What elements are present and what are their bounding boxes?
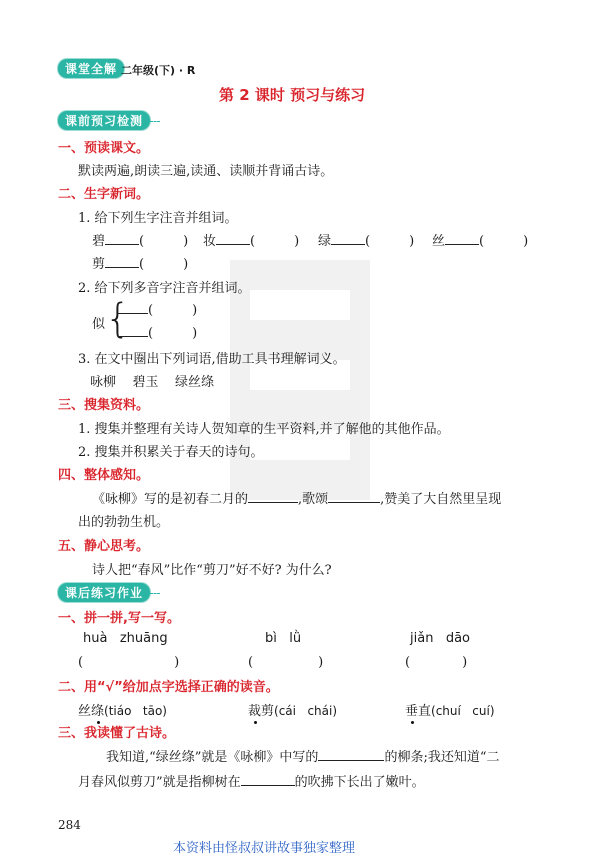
heading-part: ”给加点字选择正确的读音。 [114, 680, 279, 695]
heading-choose [58, 676, 279, 695]
overall-text: 《咏柳》写的是初春二月的 [92, 492, 249, 507]
overall-line-1 [92, 488, 501, 507]
answer-blank[interactable] [328, 490, 380, 503]
overall-line-2: 出的勃勃生机。 [78, 515, 170, 530]
char-label: 妆 [203, 234, 217, 249]
page-number: 284 [58, 818, 81, 832]
understand-text: 的吹拂下长出了嫩叶。 [294, 775, 425, 790]
pinyin-prompt: jiǎn dāo [410, 631, 470, 646]
grade-label: 二年级(下) · R [121, 64, 196, 77]
pinyin-blank[interactable] [118, 301, 148, 314]
char-label: 碧 [92, 234, 106, 249]
understand-text: 的柳条;我还知道“二 [384, 750, 500, 765]
choose-item [78, 700, 167, 719]
brace-icon: { [105, 296, 131, 342]
preview-section-badge: 课前预习检测 [58, 111, 150, 130]
word-paren[interactable]: ( ) [250, 234, 300, 249]
choose-text: 丝 [78, 704, 92, 719]
word-paren[interactable]: ( ) [148, 326, 198, 341]
char-label: 丝 [432, 234, 446, 249]
char-item [203, 230, 299, 249]
practice-section-badge: 课后练习作业 [58, 583, 150, 602]
choose-text: 直 [418, 704, 432, 719]
heading-overall: 四、整体感知。 [58, 468, 150, 483]
understand-line-2 [78, 771, 425, 790]
understand-line-1 [106, 746, 499, 765]
heading-preview-read: 一、预读课文。 [58, 141, 150, 156]
think-question: 诗人把“春风”比作“剪刀”好不好? 为什么? [92, 563, 332, 578]
char-item [432, 230, 528, 249]
heading-spell: 一、拼一拼,写一写。 [58, 611, 180, 626]
word-paren[interactable]: ( ) [365, 234, 415, 249]
word-paren[interactable]: ( ) [148, 303, 198, 318]
answer-paren[interactable]: ( ) [405, 655, 468, 670]
word-paren[interactable]: ( ) [139, 257, 189, 272]
pinyin-blank[interactable] [118, 324, 148, 337]
char-item [318, 230, 414, 249]
reading-options[interactable]: (cái chái) [274, 704, 338, 718]
q3-instruction: 3. 在文中圈出下列词语,借助工具书理解词义。 [78, 352, 346, 367]
collect-item: 1. 搜集并整理有关诗人贺知章的生平资料,并了解他的其他作品。 [78, 422, 450, 437]
page-title: 第 2 课时 预习与练习 [219, 86, 366, 104]
pinyin-blank[interactable] [105, 255, 139, 268]
q2-instruction: 2. 给下列多音字注音并组词。 [78, 281, 251, 296]
answer-paren[interactable]: ( ) [248, 655, 324, 670]
pinyin-blank[interactable] [445, 232, 479, 245]
word-paren[interactable]: ( ) [479, 234, 529, 249]
section-divider [150, 593, 160, 594]
answer-blank[interactable] [248, 490, 298, 503]
polyphone-row [118, 299, 197, 318]
course-badge: 课堂全解 [58, 59, 124, 78]
reading-options[interactable]: (tiáo tāo) [104, 704, 167, 718]
polyphone-char: 似 [92, 317, 106, 332]
dotted-char: 绦 [91, 704, 105, 719]
q1-instruction: 1. 给下列生字注音并组词。 [78, 211, 238, 226]
vocab-words: 咏柳 碧玉 绿丝绦 [90, 375, 215, 390]
understand-text: 月春风似剪刀”就是指柳树在 [78, 775, 241, 790]
preview-read-text: 默读两遍,朗读三遍,读通、读顺并背诵古诗。 [78, 164, 334, 179]
footer-credit: 本资料由怪叔叔讲故事独家整理 [173, 841, 356, 856]
char-item [92, 230, 188, 249]
heading-new-words: 二、生字新词。 [58, 187, 150, 202]
polyphone-row [118, 322, 197, 341]
answer-blank[interactable] [318, 748, 384, 761]
pinyin-blank[interactable] [216, 232, 250, 245]
choose-item [248, 700, 337, 719]
choose-item [405, 700, 495, 719]
overall-text: ,赞美了大自然里呈现 [380, 492, 502, 507]
pinyin-blank[interactable] [105, 232, 139, 245]
section-divider [150, 121, 160, 122]
overall-text: ,歌颂 [298, 492, 329, 507]
reading-options[interactable]: (chuí cuí) [431, 704, 495, 718]
pinyin-blank[interactable] [331, 232, 365, 245]
char-item [92, 253, 188, 272]
word-paren[interactable]: ( ) [139, 234, 189, 249]
heading-part: 二、用“ [58, 680, 106, 695]
pinyin-prompt: bì lǜ [265, 631, 302, 646]
checkmark-icon: √ [105, 680, 115, 695]
heading-understand: 三、我读懂了古诗。 [58, 726, 176, 741]
heading-think: 五、静心思考。 [58, 539, 150, 554]
heading-collect: 三、搜集资料。 [58, 398, 150, 413]
choose-text: 剪 [261, 704, 275, 719]
pinyin-prompt: huà zhuāng [83, 631, 168, 646]
dotted-char: 垂 [405, 704, 419, 719]
understand-text: 我知道,“绿丝绦”就是《咏柳》中写的 [106, 750, 319, 765]
collect-item: 2. 搜集并积累关于春天的诗句。 [78, 445, 264, 460]
answer-paren[interactable]: ( ) [78, 655, 180, 670]
char-label: 绿 [318, 234, 332, 249]
answer-blank[interactable] [241, 773, 295, 786]
dotted-char: 裁 [248, 704, 262, 719]
char-label: 剪 [92, 257, 106, 272]
